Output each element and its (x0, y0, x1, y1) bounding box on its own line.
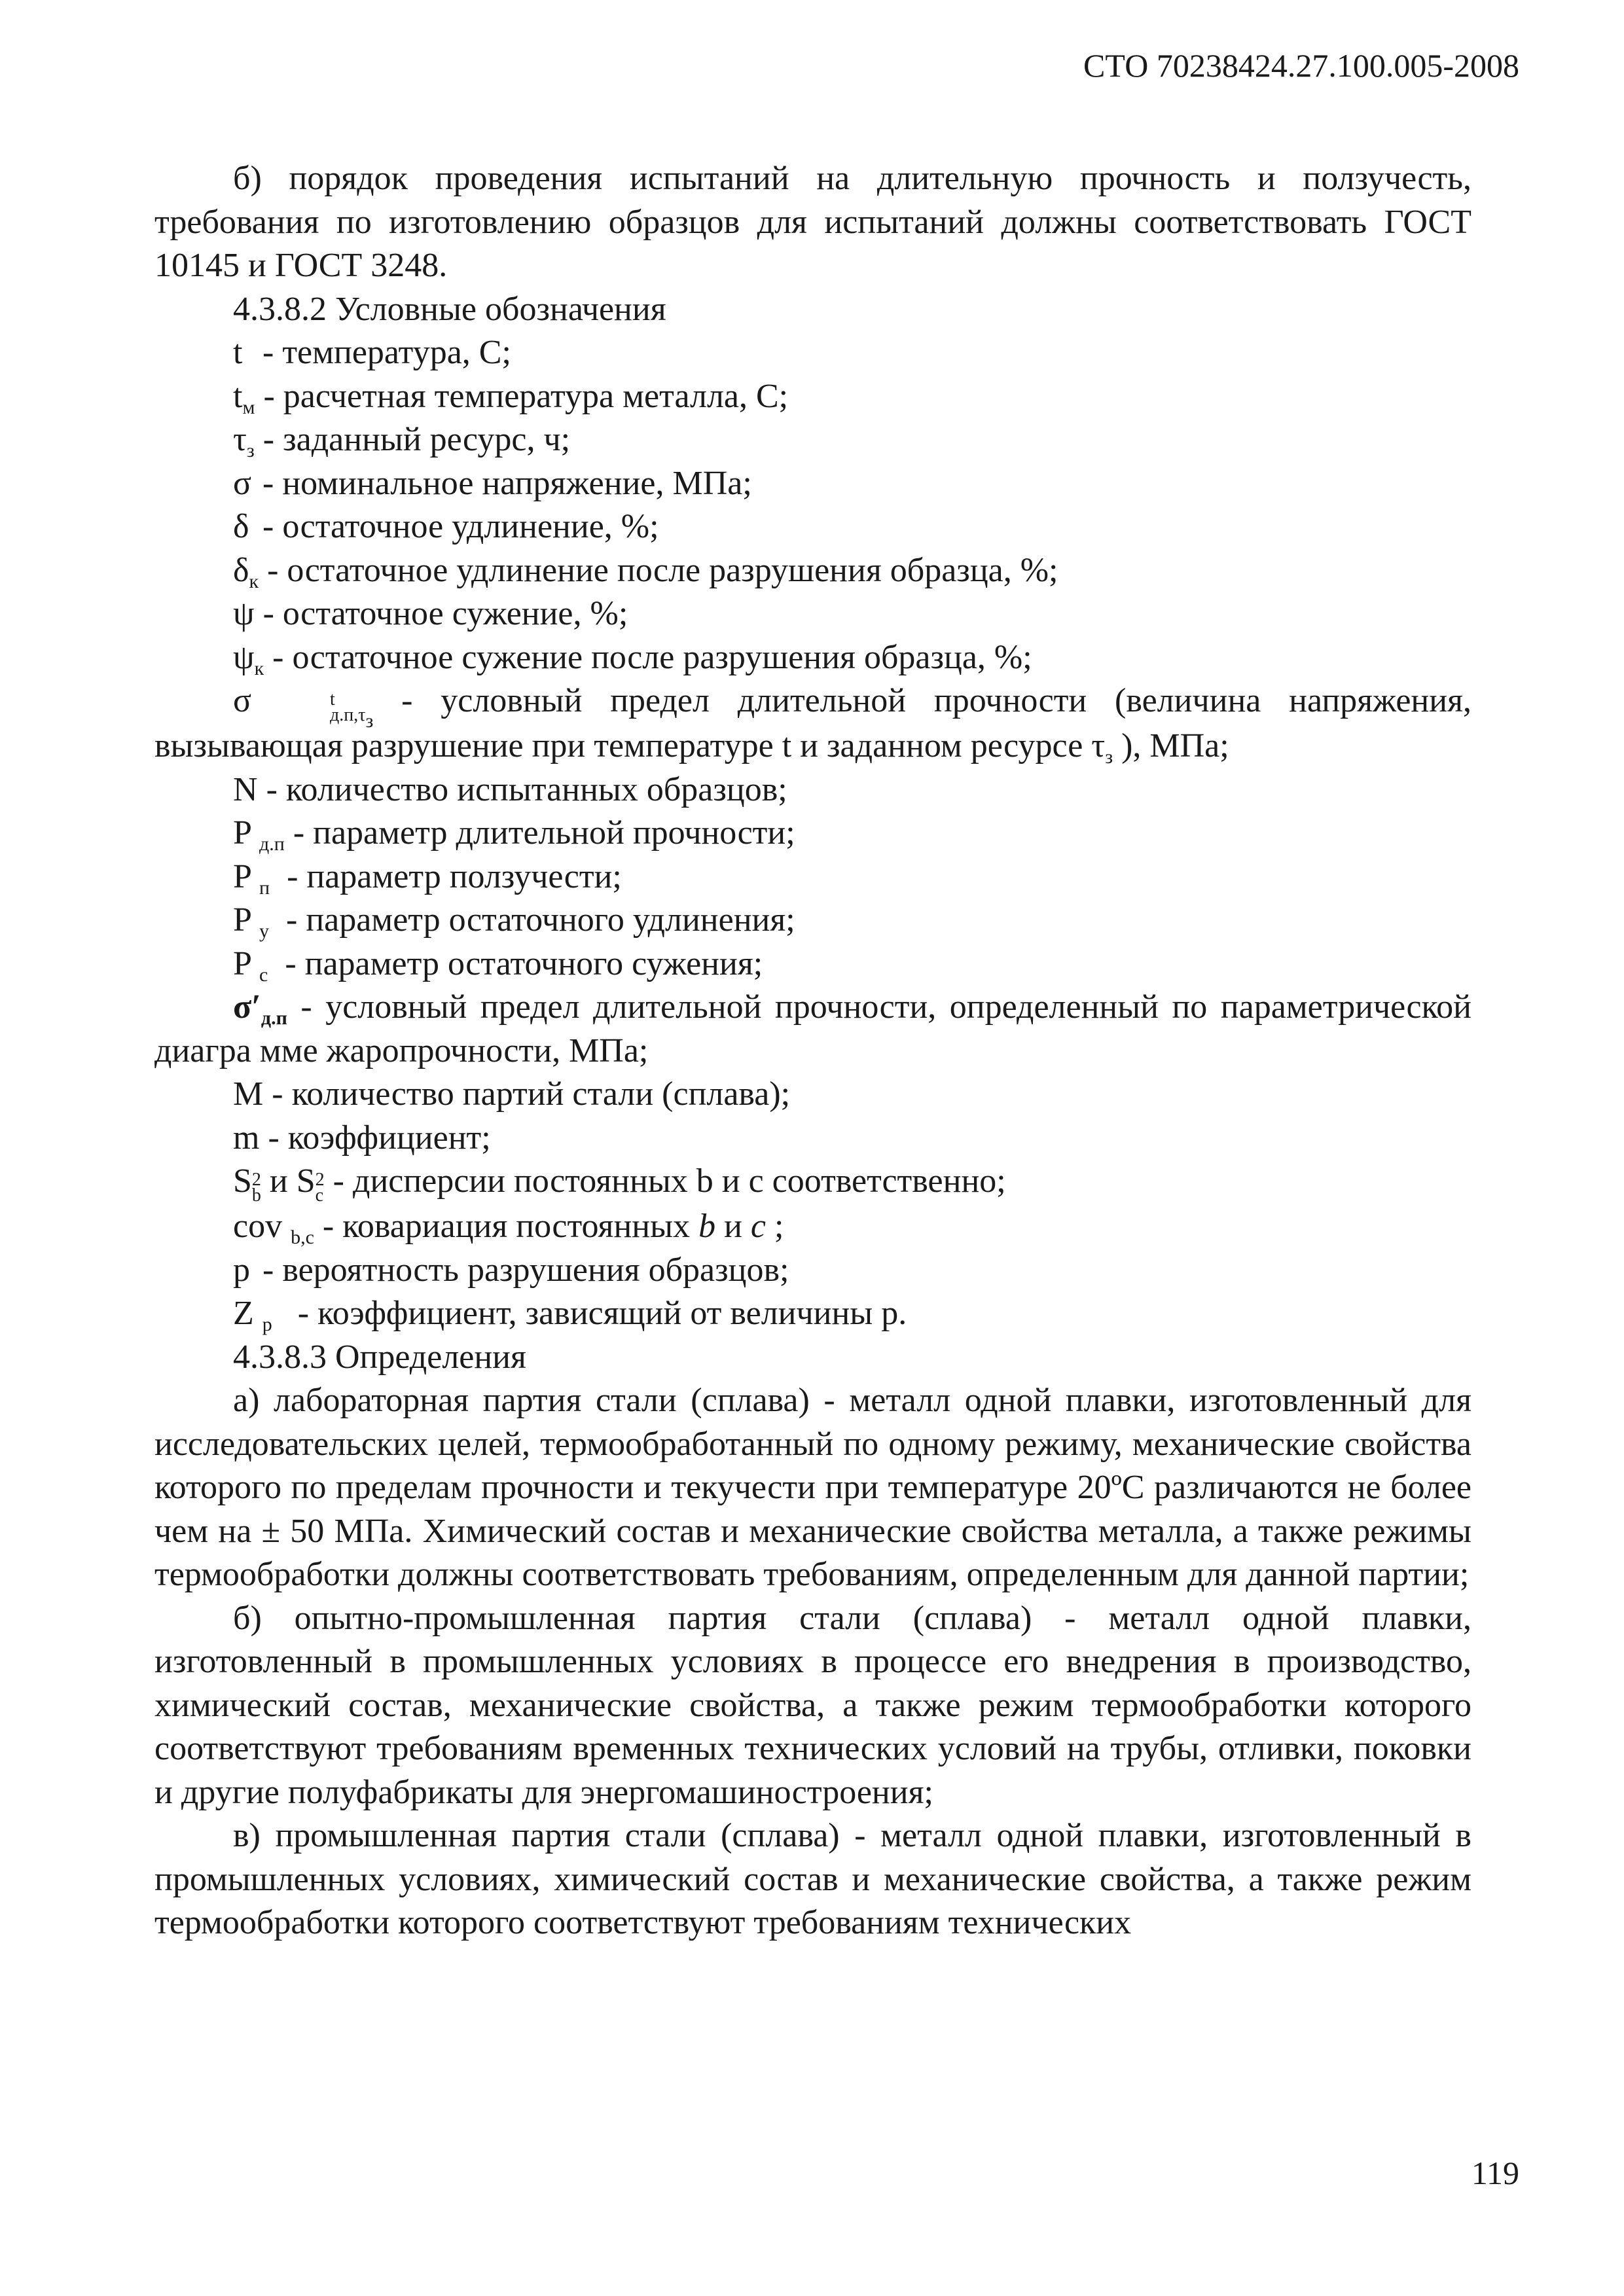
symbol-P-s (154, 942, 1471, 986)
symbol-sigma-dp (154, 679, 1471, 768)
symbol-subscript: к (254, 657, 264, 679)
symbol-P-dp (154, 812, 1471, 855)
symbol-letter: t (233, 377, 243, 415)
symbol-delta-k (154, 549, 1471, 593)
symbol-letter: p (233, 1251, 250, 1289)
definition-v: в) промышленная партия стали (сплава) - металл одной плавки, изготовленный в промышленных условиях, химический состав и механические свойства, а также режим термообработки которого соответствуют требованиям технических (154, 1817, 1471, 1941)
symbol-description: - параметр длительной прочности; (293, 814, 795, 852)
symbol-subscript: b,c (291, 1227, 314, 1248)
symbol-letter: P (233, 944, 251, 982)
symbol-subscript: c (315, 1185, 324, 1206)
symbol-letter: N (233, 770, 258, 808)
symbol-letter: t (233, 334, 243, 371)
constant-b: b (698, 1208, 716, 1245)
symbol-letter: δ (233, 508, 249, 545)
symbol-subscript: п (259, 876, 270, 899)
symbol-description: - расчетная температура металла, С; (263, 377, 789, 415)
symbol-description: - остаточное удлинение, %; (262, 508, 659, 545)
symbol-subscript: b (251, 1185, 261, 1206)
symbol-indices (316, 1171, 325, 1205)
constant-c: c (750, 1208, 766, 1245)
conjunction: и (269, 1162, 288, 1200)
symbol-description: - температура, С; (262, 334, 511, 371)
symbol-subscript: p (262, 1314, 272, 1335)
symbol-letter: cov (233, 1208, 283, 1245)
symbol-letter: P (233, 857, 251, 895)
symbol-sigma (154, 462, 1471, 506)
symbol-N (154, 768, 1471, 812)
tau-subscript: з (1105, 746, 1113, 768)
symbol-letter: σ′ (233, 988, 261, 1026)
symbol-letter: S (233, 1162, 252, 1200)
document-code: СТО 70238424.27.100.005-2008 (1083, 47, 1519, 84)
intro-paragraph: б) порядок проведения испытаний на длительную прочность и ползучесть, требования по изготовлению образцов для испытаний должны соответствовать ГОСТ 10145 и ГОСТ 3248. (154, 160, 1471, 284)
symbol-description: - условный предел длительной прочности (величина напряжения, вызывающая разрушение при температуре t и заданном ресурсе (154, 682, 1471, 764)
page-number: 119 (1471, 2155, 1519, 2191)
symbol-letter: σ (233, 464, 252, 502)
symbol-p (154, 1249, 1471, 1293)
symbol-superscript: 2 (315, 1170, 325, 1190)
symbol-cov (154, 1205, 1471, 1249)
definition-b: б) опытно-промышленная партия стали (сплава) - металл одной плавки, изготовленный в промышленных условиях в процессе его внедрения в производство, химический состав, механические свойства, а также режим термообработки которого соответствуют требованиям временных технических условий на трубы, отливки, поковки и другие полуфабрикаты для энергомашиностроения; (154, 1599, 1471, 1811)
symbol-subscript: д.п (261, 1007, 287, 1029)
symbol-letter: ψ (233, 638, 255, 676)
symbol-subscript: д.п (259, 833, 285, 855)
symbol-description: - параметр остаточного удлинения; (286, 901, 795, 939)
symbol-description: - параметр остаточного сужения; (285, 944, 763, 982)
symbol-letter: σ (233, 682, 252, 719)
symbol-m (154, 1117, 1471, 1160)
symbol-letter: P (233, 814, 251, 852)
symbol-superscript: 2 (251, 1170, 261, 1190)
symbol-description: - параметр ползучести; (287, 857, 622, 895)
symbol-description: - остаточное сужение после разрушения образца, %; (272, 638, 1032, 676)
symbol-description: - вероятность разрушения образцов; (262, 1251, 789, 1289)
symbol-subscript: м (242, 396, 255, 418)
symbol-tau (154, 418, 1471, 462)
page-content (154, 157, 1471, 1945)
symbol-description: - заданный ресурс, ч; (262, 421, 571, 458)
symbol-description: - дисперсии постоянных b и с соответственно; (333, 1162, 1006, 1200)
symbol-delta (154, 505, 1471, 549)
section-title-definitions: 4.3.8.3 Определения (233, 1338, 526, 1376)
section-title-symbols: 4.3.8.2 Условные обозначения (233, 290, 666, 328)
symbol-P-p (154, 855, 1471, 899)
conjunction: и (724, 1208, 742, 1245)
symbol-subscript: з (246, 440, 255, 461)
symbol-letter: δ (233, 551, 249, 589)
symbol-description: - номинальное напряжение, МПа; (262, 464, 752, 502)
symbol-superscript: t (330, 689, 335, 709)
symbol-M (154, 1073, 1471, 1117)
symbol-S (154, 1160, 1471, 1205)
symbol-letter: τ (233, 421, 247, 458)
symbol-P-u (154, 899, 1471, 942)
symbol-letter: S (296, 1162, 316, 1200)
symbol-description: - количество испытанных образцов; (266, 770, 787, 808)
symbol-indices (252, 1171, 261, 1205)
symbol-description: - ковариация постоянных (322, 1208, 691, 1245)
symbol-subscript: с (259, 963, 268, 986)
symbol-Zp (154, 1292, 1471, 1336)
symbol-letter: P (233, 901, 251, 939)
symbol-letter: m (233, 1119, 260, 1157)
symbol-tm (154, 375, 1471, 419)
symbol-subscript: у (259, 920, 269, 942)
symbol-t (154, 331, 1471, 375)
symbol-description: - коэффициент, зависящий от величины p. (297, 1295, 907, 1332)
symbol-psi-k (154, 636, 1471, 680)
tau-letter: τ (1091, 727, 1106, 764)
symbol-subscript (251, 705, 374, 732)
symbol-description-tail: ), МПа; (1121, 727, 1229, 764)
symbol-description: - количество партий стали (сплава); (272, 1075, 791, 1113)
symbol-letter: ψ (233, 595, 255, 632)
symbol-letter: Z (233, 1295, 254, 1332)
symbol-description: - условный предел длительной прочности, определенный по параметрической диагра мме жаропрочности, МПа; (154, 988, 1472, 1069)
symbol-description: - остаточное сужение, %; (262, 595, 628, 632)
symbol-description: - коэффициент; (268, 1119, 491, 1157)
line-end: ; (774, 1208, 784, 1245)
symbol-subscript-nested: з (365, 710, 374, 732)
symbol-subscript-main: д.п,τ (330, 705, 366, 725)
symbol-subscript: к (249, 570, 259, 592)
symbol-letter: М (233, 1075, 264, 1113)
definition-a: а) лабораторная партия стали (сплава) - металл одной плавки, изготовленный для исследовательских целей, термообработанный по одному режиму, механические свойства которого по пределам прочности и текучести при температуре 20ºС различаются не более чем на ± 50 МПа. Химический состав и механические свойства металла, а также режимы термообработки должны соответствовать требованиям, определенным для данной партии; (154, 1382, 1471, 1593)
symbol-psi (154, 592, 1471, 636)
symbol-sigma-prime (154, 986, 1471, 1073)
symbol-description: - остаточное удлинение после разрушения образца, %; (267, 551, 1058, 589)
symbol-indices (251, 689, 374, 732)
